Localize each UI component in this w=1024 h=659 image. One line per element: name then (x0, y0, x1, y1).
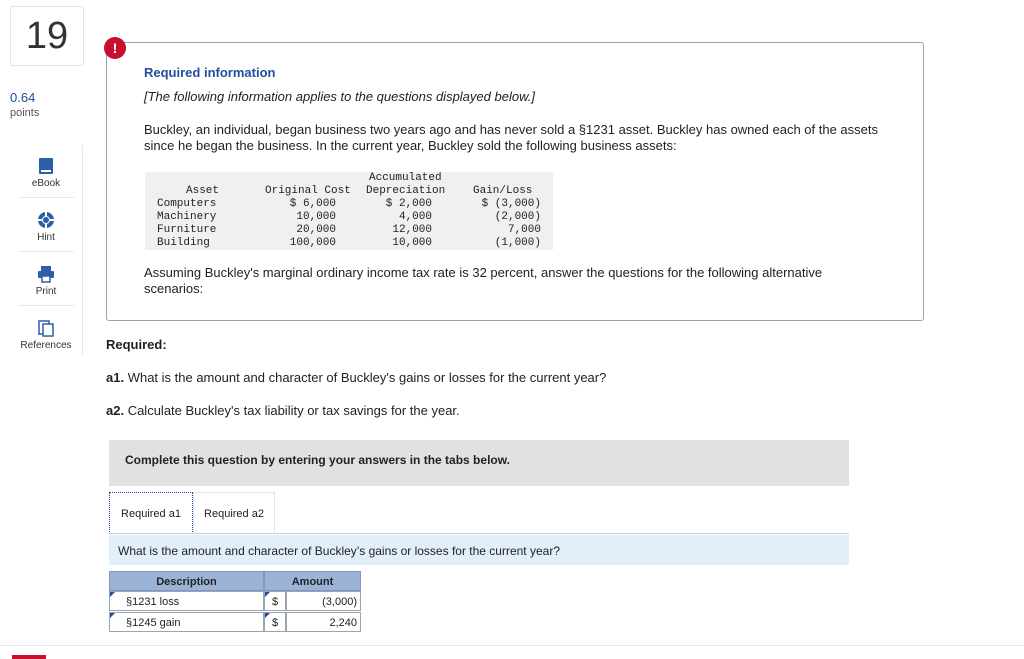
requirement-a1-label: a1. (106, 370, 125, 385)
ebook-label: eBook (31, 178, 61, 189)
input-flag-icon (265, 613, 270, 618)
complete-banner-text: Complete this question by entering your answers in the tabs below. (125, 453, 510, 467)
footer-divider (0, 645, 1024, 646)
lifebuoy-icon (37, 211, 55, 229)
input-flag-icon (110, 613, 115, 618)
required-heading: Required: (106, 337, 167, 352)
references-label: References (20, 340, 72, 351)
table-cell: (2,000) (494, 211, 541, 223)
print-label: Print (35, 286, 57, 297)
column-header-depreciation: Depreciation (366, 185, 446, 197)
tool-rail (10, 145, 83, 355)
tab-question-text: What is the amount and character of Buckley’s gains or losses for the current year? (118, 544, 560, 558)
table-cell: 100,000 (289, 237, 336, 249)
table-cell: 4,000 (398, 211, 432, 223)
table-cell: Computers (157, 198, 217, 210)
requirement-a2 (106, 403, 460, 418)
points-value: 0.64 (10, 90, 36, 105)
requirement-a1 (106, 370, 606, 385)
description-input[interactable]: §1245 gain (109, 612, 264, 632)
scenario-text: Buckley, an individual, began business two years ago and has never sold a §1231 asset. Buckley has owned each of the assets since he began the business. In the current year, Buckley sold the following business assets: (144, 122, 878, 153)
required-information-heading: Required information (144, 65, 276, 80)
requirement-a2-text: Calculate Buckley's tax liability or tax savings for the year. (124, 403, 460, 418)
brand-strip (12, 655, 46, 659)
column-header-asset: Asset (186, 185, 220, 197)
description-input[interactable]: §1231 loss (109, 591, 264, 611)
tab-question-bar (109, 535, 849, 565)
tab-required-a2[interactable]: Required a2 (193, 492, 275, 534)
requirement-a2-label: a2. (106, 403, 125, 418)
references-button[interactable] (10, 319, 82, 351)
applies-note: [The following information applies to the questions displayed below.] (144, 89, 535, 104)
alert-icon: ! (104, 37, 126, 59)
table-cell: $ 2,000 (385, 198, 432, 210)
printer-icon (37, 265, 55, 283)
assumption-text: Assuming Buckley's marginal ordinary income tax rate is 32 percent, answer the questions for the following alternative scenarios: (144, 265, 823, 296)
print-button[interactable] (10, 265, 82, 297)
tab-divider (109, 533, 849, 534)
amount-input[interactable]: 2,240 (286, 612, 361, 632)
book-icon (38, 157, 54, 175)
column-header-cost: Original Cost (265, 185, 351, 197)
question-number: 19 (10, 6, 84, 66)
table-cell: 10,000 (392, 237, 432, 249)
currency-symbol: $ (264, 612, 286, 632)
column-header-gain-loss: Gain/Loss (473, 185, 533, 197)
table-cell: (1,000) (494, 237, 541, 249)
input-flag-icon (265, 592, 270, 597)
table-cell: $ (3,000) (481, 198, 541, 210)
table-cell: Building (157, 237, 210, 249)
table-cell: Furniture (157, 224, 217, 236)
points-label: points (10, 107, 40, 119)
currency-symbol: $ (264, 591, 286, 611)
table-cell: 10,000 (296, 211, 336, 223)
documents-icon (37, 319, 55, 337)
answer-header-amount: Amount (264, 571, 361, 591)
answer-header-description: Description (109, 571, 264, 591)
table-cell: $ 6,000 (289, 198, 336, 210)
requirement-a1-text: What is the amount and character of Buckley's gains or losses for the current year? (124, 370, 607, 385)
table-cell: Machinery (157, 211, 217, 223)
table-cell: 12,000 (392, 224, 432, 236)
table-cell: 20,000 (296, 224, 336, 236)
input-flag-icon (110, 592, 115, 597)
column-header-top: Accumulated (369, 172, 442, 184)
ebook-button[interactable] (10, 157, 82, 189)
complete-banner (109, 440, 849, 486)
hint-label: Hint (37, 232, 55, 243)
asset-table (145, 172, 553, 250)
hint-button[interactable] (10, 211, 82, 243)
tab-required-a1[interactable]: Required a1 (109, 492, 193, 534)
table-cell: 7,000 (507, 224, 541, 236)
amount-input[interactable]: (3,000) (286, 591, 361, 611)
